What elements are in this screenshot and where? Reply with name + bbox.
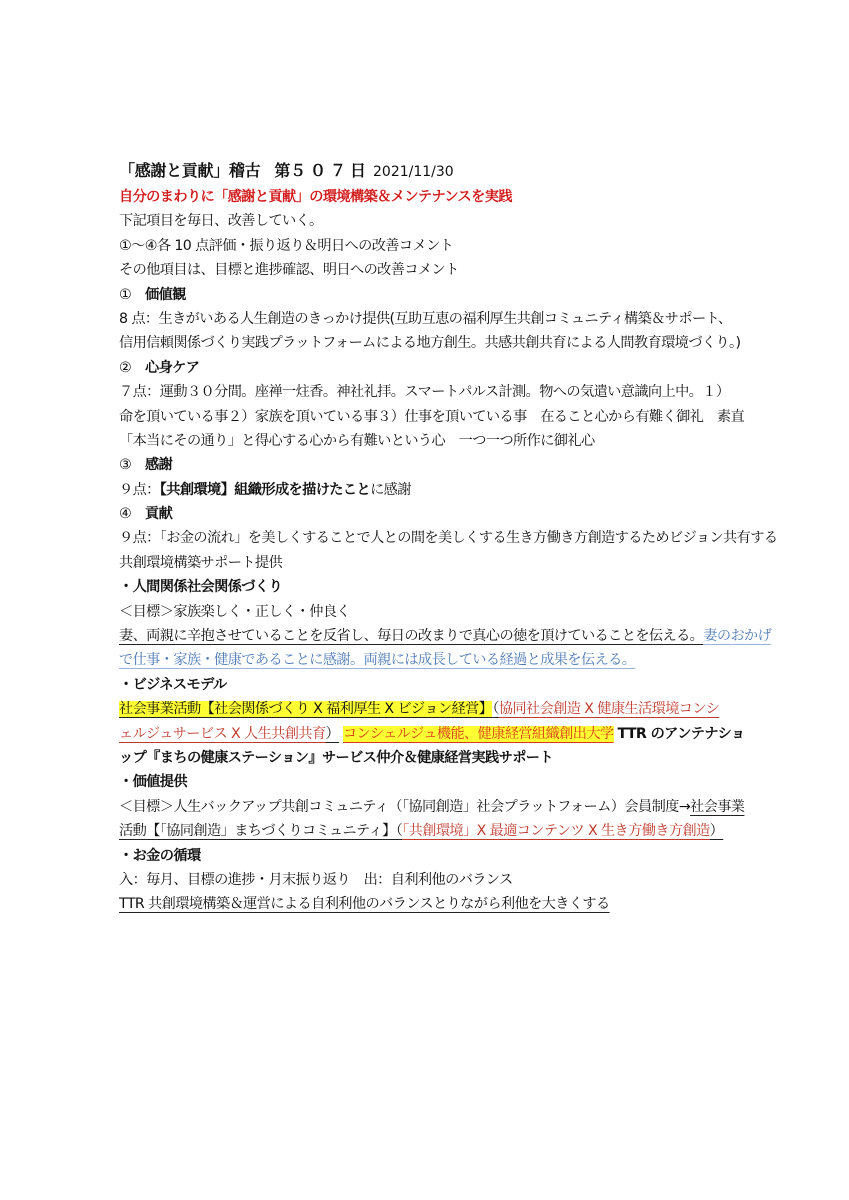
business-highlight-text: 社会事業活動【社会関係づくり X 福利厚生 X ビジョン経営】: [119, 701, 493, 718]
value-goal-text: ＜目標＞人生バックアップ共創コミュニティ（「協同創造」社会プラットフォーム）会員制度→: [119, 798, 691, 815]
gratitude-score: ９点：: [119, 481, 160, 498]
section-contribution-line-1: ９点：「お金の流れ」を美しくすることで人との間を美しくする生き方働き方創造するためビジョン共有する: [119, 530, 778, 547]
section-gratitude-line: [119, 478, 734, 502]
section-values-line-2: 信用信頼関係づくり実践プラットフォームによる地方創生。共感共創共育による人間教育環境づくり。): [119, 335, 741, 352]
intro-line-1: 下記項目を毎日、改善していく。: [119, 213, 323, 230]
business-red-text-cont: ェルジュサービス X 人生共創共育: [119, 725, 326, 742]
business-red-text: 協同社会創造 X 健康生活環境コンシ: [498, 701, 720, 718]
title-day-number: ５０７: [290, 161, 351, 180]
section-heading-values: [119, 283, 734, 307]
section-title: 価値観: [145, 286, 186, 303]
money-line-1: 入：毎月、目標の進捗・月末振り返り 出：自利利他のバランス: [119, 871, 513, 888]
section-number: ②: [119, 359, 132, 376]
section-values-line-1: 8 点：生きがいある人生創造のきっかけ提供(互助互恵の福利厚生共創コミュニティ構築＆サポート、: [119, 310, 732, 327]
gratitude-suffix: に感謝: [370, 481, 411, 498]
section-care-line-3: 「本当にその通り」と得心する心から有難いという心 一つ一つ所作に御礼心: [119, 432, 595, 449]
section-heading-mind-body-care: [119, 356, 734, 380]
business-line-2: [119, 722, 745, 746]
value-line-1: [119, 795, 745, 819]
document-subtitle: 自分のまわりに「感謝と貢献」の環境構築＆メンテナンスを実践: [119, 189, 512, 205]
money-underlined-text: TTR 共創環境構築＆運営による自利利他のバランスとりながら利他を大きくする: [119, 896, 610, 913]
section-title: 心身ケア: [145, 359, 200, 376]
relations-goal: ＜目標＞家族楽しく・正しく・仲良く: [119, 603, 350, 620]
section-number: ④: [119, 506, 132, 523]
title-day-label: 第: [274, 161, 291, 180]
relations-blue-text: 妻のおかげ: [703, 628, 772, 645]
business-line-1: [119, 697, 734, 721]
relations-line-1: [119, 624, 772, 648]
business-bold-text: TTR のアンテナショ: [617, 725, 745, 742]
paren-open: （: [492, 701, 499, 718]
section-care-line-2: 命を頂いている事２）家族を頂いている事３）仕事を頂いている事 在ること心から有難く御礼 素直: [119, 408, 745, 425]
intro-line-2: ①～④各 10 点評価・振り返り＆明日への改善コメント: [119, 237, 454, 254]
section-contribution-line-2: 共創環境構築サポート提供: [119, 554, 283, 571]
title-date: 2021/11/30: [373, 164, 454, 180]
document-title: [119, 157, 734, 185]
section-number: ③: [119, 457, 132, 474]
title-day-suffix: 日: [350, 161, 366, 180]
relations-line-2: [119, 648, 734, 672]
section-number: ①: [119, 286, 132, 303]
value-heading: ・価値提供: [119, 774, 187, 791]
paren-close: ）: [709, 823, 724, 840]
section-heading-contribution: [119, 502, 734, 526]
money-line-2: [119, 892, 734, 916]
title-prefix: 「感謝と貢献」稽古: [119, 161, 261, 180]
money-heading: ・お金の循環: [119, 847, 201, 864]
value-line-2: [119, 819, 734, 843]
business-heading: ・ビジネスモデル: [119, 676, 227, 693]
section-care-line-1: ７点：運動３０分間。座禅一炷香。神社礼拝。スマートパルス計測。物への気遣い意識向上中。１）: [119, 384, 730, 401]
paren-close: ）: [325, 725, 340, 742]
section-heading-gratitude: [119, 453, 734, 477]
value-underlined-text: 社会事業: [690, 798, 745, 815]
value-red-text: 「共創環境」X 最適コンテンツ X 生き方働き方創造: [402, 823, 710, 840]
intro-line-3: その他項目は、目標と進捗確認、明日への改善コメント: [119, 262, 459, 279]
document-page: [119, 157, 778, 917]
section-title: 貢献: [145, 506, 173, 523]
relations-reflection-text: 妻、両親に辛抱させていることを反省し、毎日の改まりで真心の徳を頂けていることを伝える。: [119, 628, 704, 645]
gratitude-bold-text: 【共創環境】組織形成を描けたこと: [159, 481, 371, 498]
relations-heading: ・人間関係社会関係づくり: [119, 579, 283, 596]
section-title: 感謝: [145, 457, 173, 474]
value-underlined-text-cont: 活動【「協同創造」まちづくりコミュニティ】（: [119, 823, 403, 840]
business-highlight-red-text: コンシェルジュ機能、健康経営組織創出大学: [343, 725, 614, 742]
relations-blue-text-cont: で仕事・家族・健康であることに感謝。両親には成長している経過と成果を伝える。: [119, 652, 636, 669]
business-line-3: ップ『まちの健康ステーション』サービス仲介＆健康経営実践サポート: [119, 749, 553, 766]
